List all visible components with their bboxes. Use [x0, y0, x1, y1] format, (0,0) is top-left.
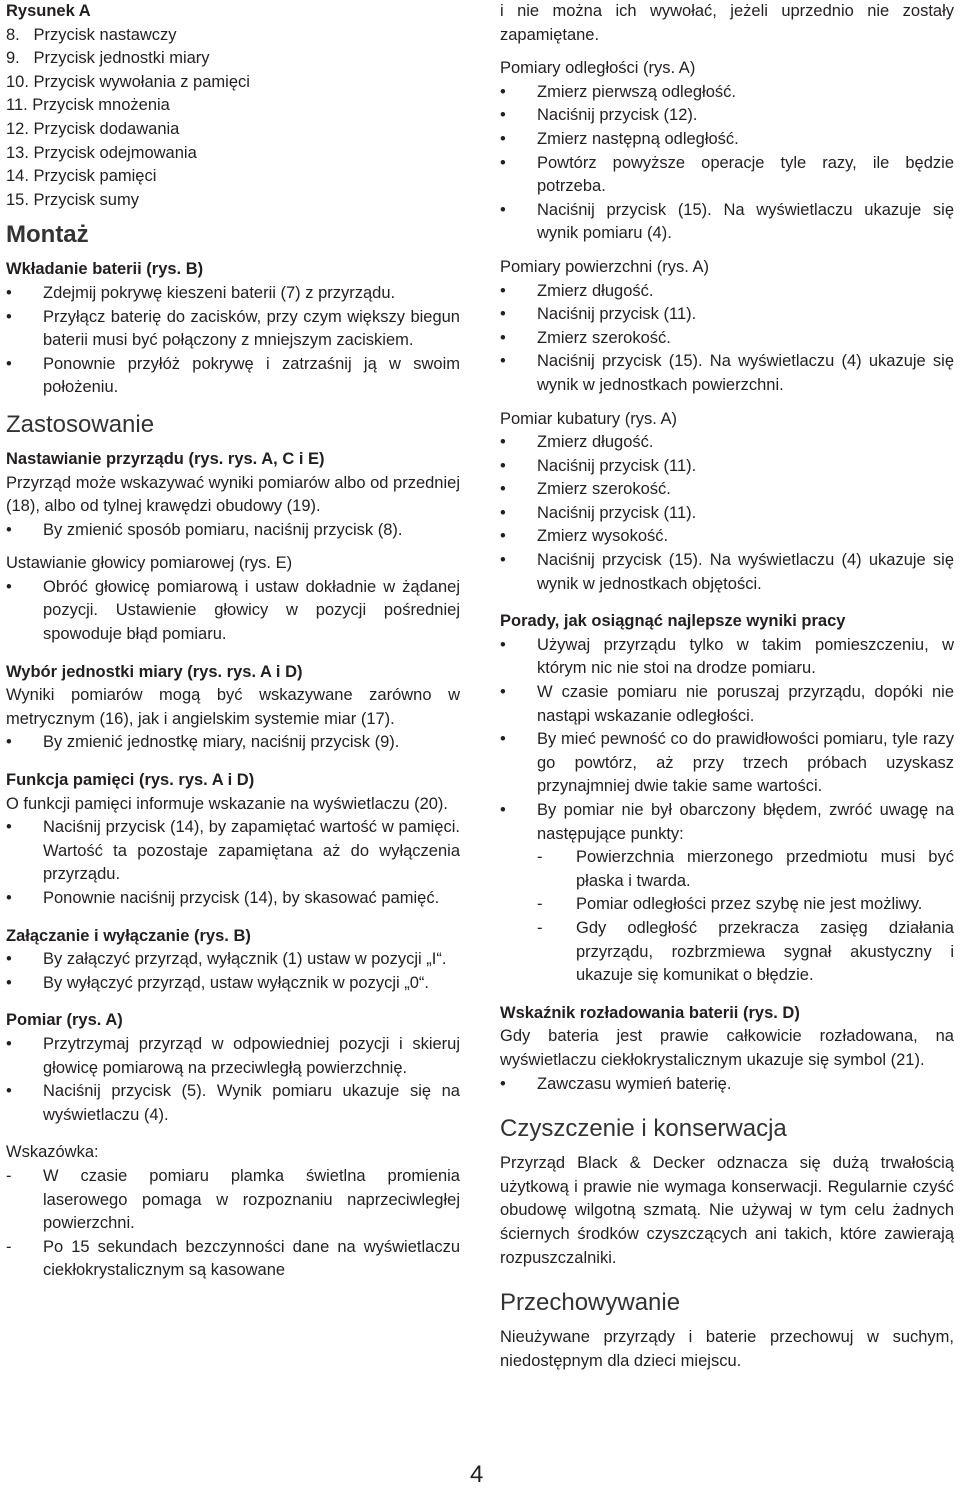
list-item: • Używaj przyrządu tylko w takim pomieszczeniu, w którym nic nie stoi na drodze pomiaru. — [500, 634, 954, 681]
list-item: • Naciśnij przycisk (15). Na wyświetlaczu ukazuje się wynik pomiaru (4). — [500, 199, 954, 246]
figure-legend-item: 10. Przycisk wywołania z pamięci — [6, 72, 250, 91]
list-item: • Zmierz pierwszą odległość. — [500, 81, 954, 105]
pamiec-list — [6, 816, 460, 910]
list-item: • By wyłączyć przyrząd, ustaw wyłącznik w pozycji „0“. — [6, 972, 460, 996]
paragraph: Przyrząd może wskazywać wyniki pomiarów albo od przedniej (18), albo od tylnej krawędzi obudowy (19). — [6, 473, 460, 516]
section-heading-przechowywanie: Przechowywanie — [500, 1289, 681, 1317]
nastawianie-list — [6, 519, 460, 543]
subsection-heading-nastawianie: Nastawianie przyrządu (rys. rys. A, C i E) — [6, 449, 325, 468]
jednostka-list — [6, 731, 460, 755]
list-item: • Ponownie naciśnij przycisk (14), by skasować pamięć. — [6, 887, 460, 911]
subsection-heading-wskazowka: Wskazówka: — [6, 1143, 99, 1162]
battery-steps-list — [6, 282, 460, 400]
list-item: • By zmienić sposób pomiaru, naciśnij przycisk (8). — [6, 519, 460, 543]
subsection-heading-pomiar: Pomiar (rys. A) — [6, 1011, 123, 1030]
list-item: • By załączyć przyrząd, wyłącznik (1) ustaw w pozycji „I“. — [6, 948, 460, 972]
list-item: • Przyłącz baterię do zacisków, przy czym większy biegun baterii musi być połączony z mniejszym zaciskiem. — [6, 306, 460, 353]
continuation-paragraph: i nie można ich wywołać, jeżeli uprzednio nie zostały zapamiętane. — [500, 2, 954, 44]
left-column — [6, 0, 460, 1283]
list-item: - W czasie pomiaru plamka świetlna promienia laserowego pomaga w rozpoznaniu naprzeciwległej powierzchni. — [6, 1165, 460, 1236]
list-item: • Naciśnij przycisk (5). Wynik pomiaru ukazuje się na wyświetlaczu (4). — [6, 1080, 460, 1127]
list-item: - Po 15 sekundach bezczynności dane na wyświetlaczu ciekłokrystalicznym są kasowane — [6, 1236, 460, 1283]
list-item: • Zmierz następną odległość. — [500, 128, 954, 152]
list-item: • Zmierz szerokość. — [500, 327, 954, 351]
glowica-list — [6, 576, 460, 647]
list-item: • Naciśnij przycisk (11). — [500, 455, 954, 479]
figure-legend-item: 13. Przycisk odejmowania — [6, 143, 197, 162]
list-item: • W czasie pomiaru nie poruszaj przyrządu, dopóki nie nastąpi wskazanie odległości. — [500, 681, 954, 728]
subsection-heading-jednostka: Wybór jednostki miary (rys. rys. A i D) — [6, 662, 303, 681]
list-item: • By mieć pewność co do prawidłowości pomiaru, tyle razy go powtórz, aż przy trzech próbach uzyskasz przynajmniej dwie takie same wartości. — [500, 728, 954, 799]
figure-legend-item: 14. Przycisk pamięci — [6, 167, 157, 186]
figure-legend-item: 11. Przycisk mnożenia — [6, 96, 170, 115]
subsection-heading-wskaznik: Wskaźnik rozładowania baterii (rys. D) — [500, 1003, 800, 1022]
paragraph: Nieużywane przyrządy i baterie przechowuj w suchym, niedostępnym dla dzieci miejscu. — [500, 1328, 954, 1370]
figure-title: Rysunek A — [6, 2, 91, 20]
section-heading-zastosowanie: Zastosowanie — [6, 410, 155, 438]
figure-legend-item: 9. Przycisk jednostki miary — [6, 49, 210, 68]
porady-list — [500, 634, 954, 988]
list-item: • Naciśnij przycisk (14), by zapamiętać wartość w pamięci. Wartość ta pozostaje zapamiętana aż do wyłączenia przyrządu. — [6, 816, 460, 887]
list-item: • Naciśnij przycisk (11). — [500, 502, 954, 526]
list-item: • Naciśnij przycisk (15). Na wyświetlaczu (4) ukazuje się wynik w jednostkach objętości. — [500, 549, 954, 596]
wskazowka-list — [6, 1165, 460, 1283]
list-item: • Zawczasu wymień baterię. — [500, 1073, 954, 1097]
list-item: • Przytrzymaj przyrząd w odpowiedniej pozycji i skieruj głowicę pomiarową na przeciwległą powierzchnię. — [6, 1033, 460, 1080]
list-item: • Zmierz szerokość. — [500, 478, 954, 502]
subsection-heading-kubatury: Pomiar kubatury (rys. A) — [500, 409, 677, 428]
list-item: • Powtórz powyższe operacje tyle razy, ile będzie potrzeba. — [500, 152, 954, 199]
sub-list-item: - Pomiar odległości przez szybę nie jest możliwy. — [537, 893, 954, 917]
subsection-heading-odleglosci: Pomiary odległości (rys. A) — [500, 59, 696, 78]
list-item: • Zmierz długość. — [500, 431, 954, 455]
figure-legend-list — [6, 24, 460, 213]
right-column — [500, 0, 954, 1373]
list-item — [500, 799, 954, 988]
section-heading-czyszczenie: Czyszczenie i konserwacja — [500, 1115, 787, 1143]
wskaznik-list — [500, 1073, 954, 1097]
list-item: • Naciśnij przycisk (12). — [500, 104, 954, 128]
subsection-heading-powierzchni: Pomiary powierzchni (rys. A) — [500, 257, 710, 276]
subsection-heading-pamiec: Funkcja pamięci (rys. rys. A i D) — [6, 771, 255, 790]
figure-legend-item: 12. Przycisk dodawania — [6, 119, 180, 138]
pomiar-list — [6, 1033, 460, 1127]
paragraph: O funkcji pamięci informuje wskazanie na wyświetlaczu (20). — [6, 794, 449, 813]
paragraph: Przyrząd Black & Decker odznacza się dużą trwałością użytkową i prawie nie wymaga konserwacji. Regularnie czyść obudowę wilgotną szmatą. Nie używaj w tym celu żadnych ściernych środków czyszczących ani takich, które zawierają rozpuszczalniki. — [500, 1154, 954, 1267]
zalaczanie-list — [6, 948, 460, 995]
list-item: • Naciśnij przycisk (11). — [500, 303, 954, 327]
figure-legend-item: 15. Przycisk sumy — [6, 190, 139, 209]
powierzchni-list — [500, 280, 954, 398]
figure-legend-item: 8. Przycisk nastawczy — [6, 25, 177, 44]
subsection-heading-zalaczanie: Załączanie i wyłączanie (rys. B) — [6, 926, 251, 945]
page-number: 4 — [470, 1461, 484, 1488]
list-item: • Ponownie przyłóż pokrywę i zatrzaśnij ją w swoim położeniu. — [6, 353, 460, 400]
list-item: • Zmierz długość. — [500, 280, 954, 304]
list-item: • Zdejmij pokrywę kieszeni baterii (7) z przyrządu. — [6, 282, 460, 306]
list-item: • Obróć głowicę pomiarową i ustaw dokładnie w żądanej pozycji. Ustawienie głowicy w pozycji pośredniej spowoduje błąd pomiaru. — [6, 576, 460, 647]
sub-list-item: - Gdy odległość przekracza zasięg działania przyrządu, rozbrzmiewa sygnał akustyczny i ukazuje się komunikat o błędzie. — [537, 917, 954, 988]
list-item: • By zmienić jednostkę miary, naciśnij przycisk (9). — [6, 731, 460, 755]
list-item: • Zmierz wysokość. — [500, 525, 954, 549]
list-item: • Naciśnij przycisk (15). Na wyświetlaczu (4) ukazuje się wynik w jednostkach powierzchni. — [500, 350, 954, 397]
subsection-heading-battery: Wkładanie baterii (rys. B) — [6, 260, 204, 279]
kubatury-list — [500, 431, 954, 596]
paragraph: Wyniki pomiarów mogą być wskazywane zarówno w metrycznym (16), jak i angielskim systemie miar (17). — [6, 686, 460, 728]
subsection-heading-glowica: Ustawianie głowicy pomiarowej (rys. E) — [6, 554, 293, 573]
subsection-heading-porady: Porady, jak osiągnąć najlepsze wyniki pracy — [500, 612, 846, 631]
list-item-text: By pomiar nie był obarczony błędem, zwróć uwagę na następujące punkty: — [537, 801, 954, 843]
section-heading-montaz: Montaż — [6, 221, 89, 249]
paragraph: Gdy bateria jest prawie całkowicie rozładowana, na wyświetlaczu ciekłokrystalicznym ukazuje się symbol (21). — [500, 1027, 954, 1069]
porady-sub-list — [537, 846, 954, 988]
odleglosci-list — [500, 81, 954, 246]
sub-list-item: - Powierzchnia mierzonego przedmiotu musi być płaska i twarda. — [537, 846, 954, 893]
